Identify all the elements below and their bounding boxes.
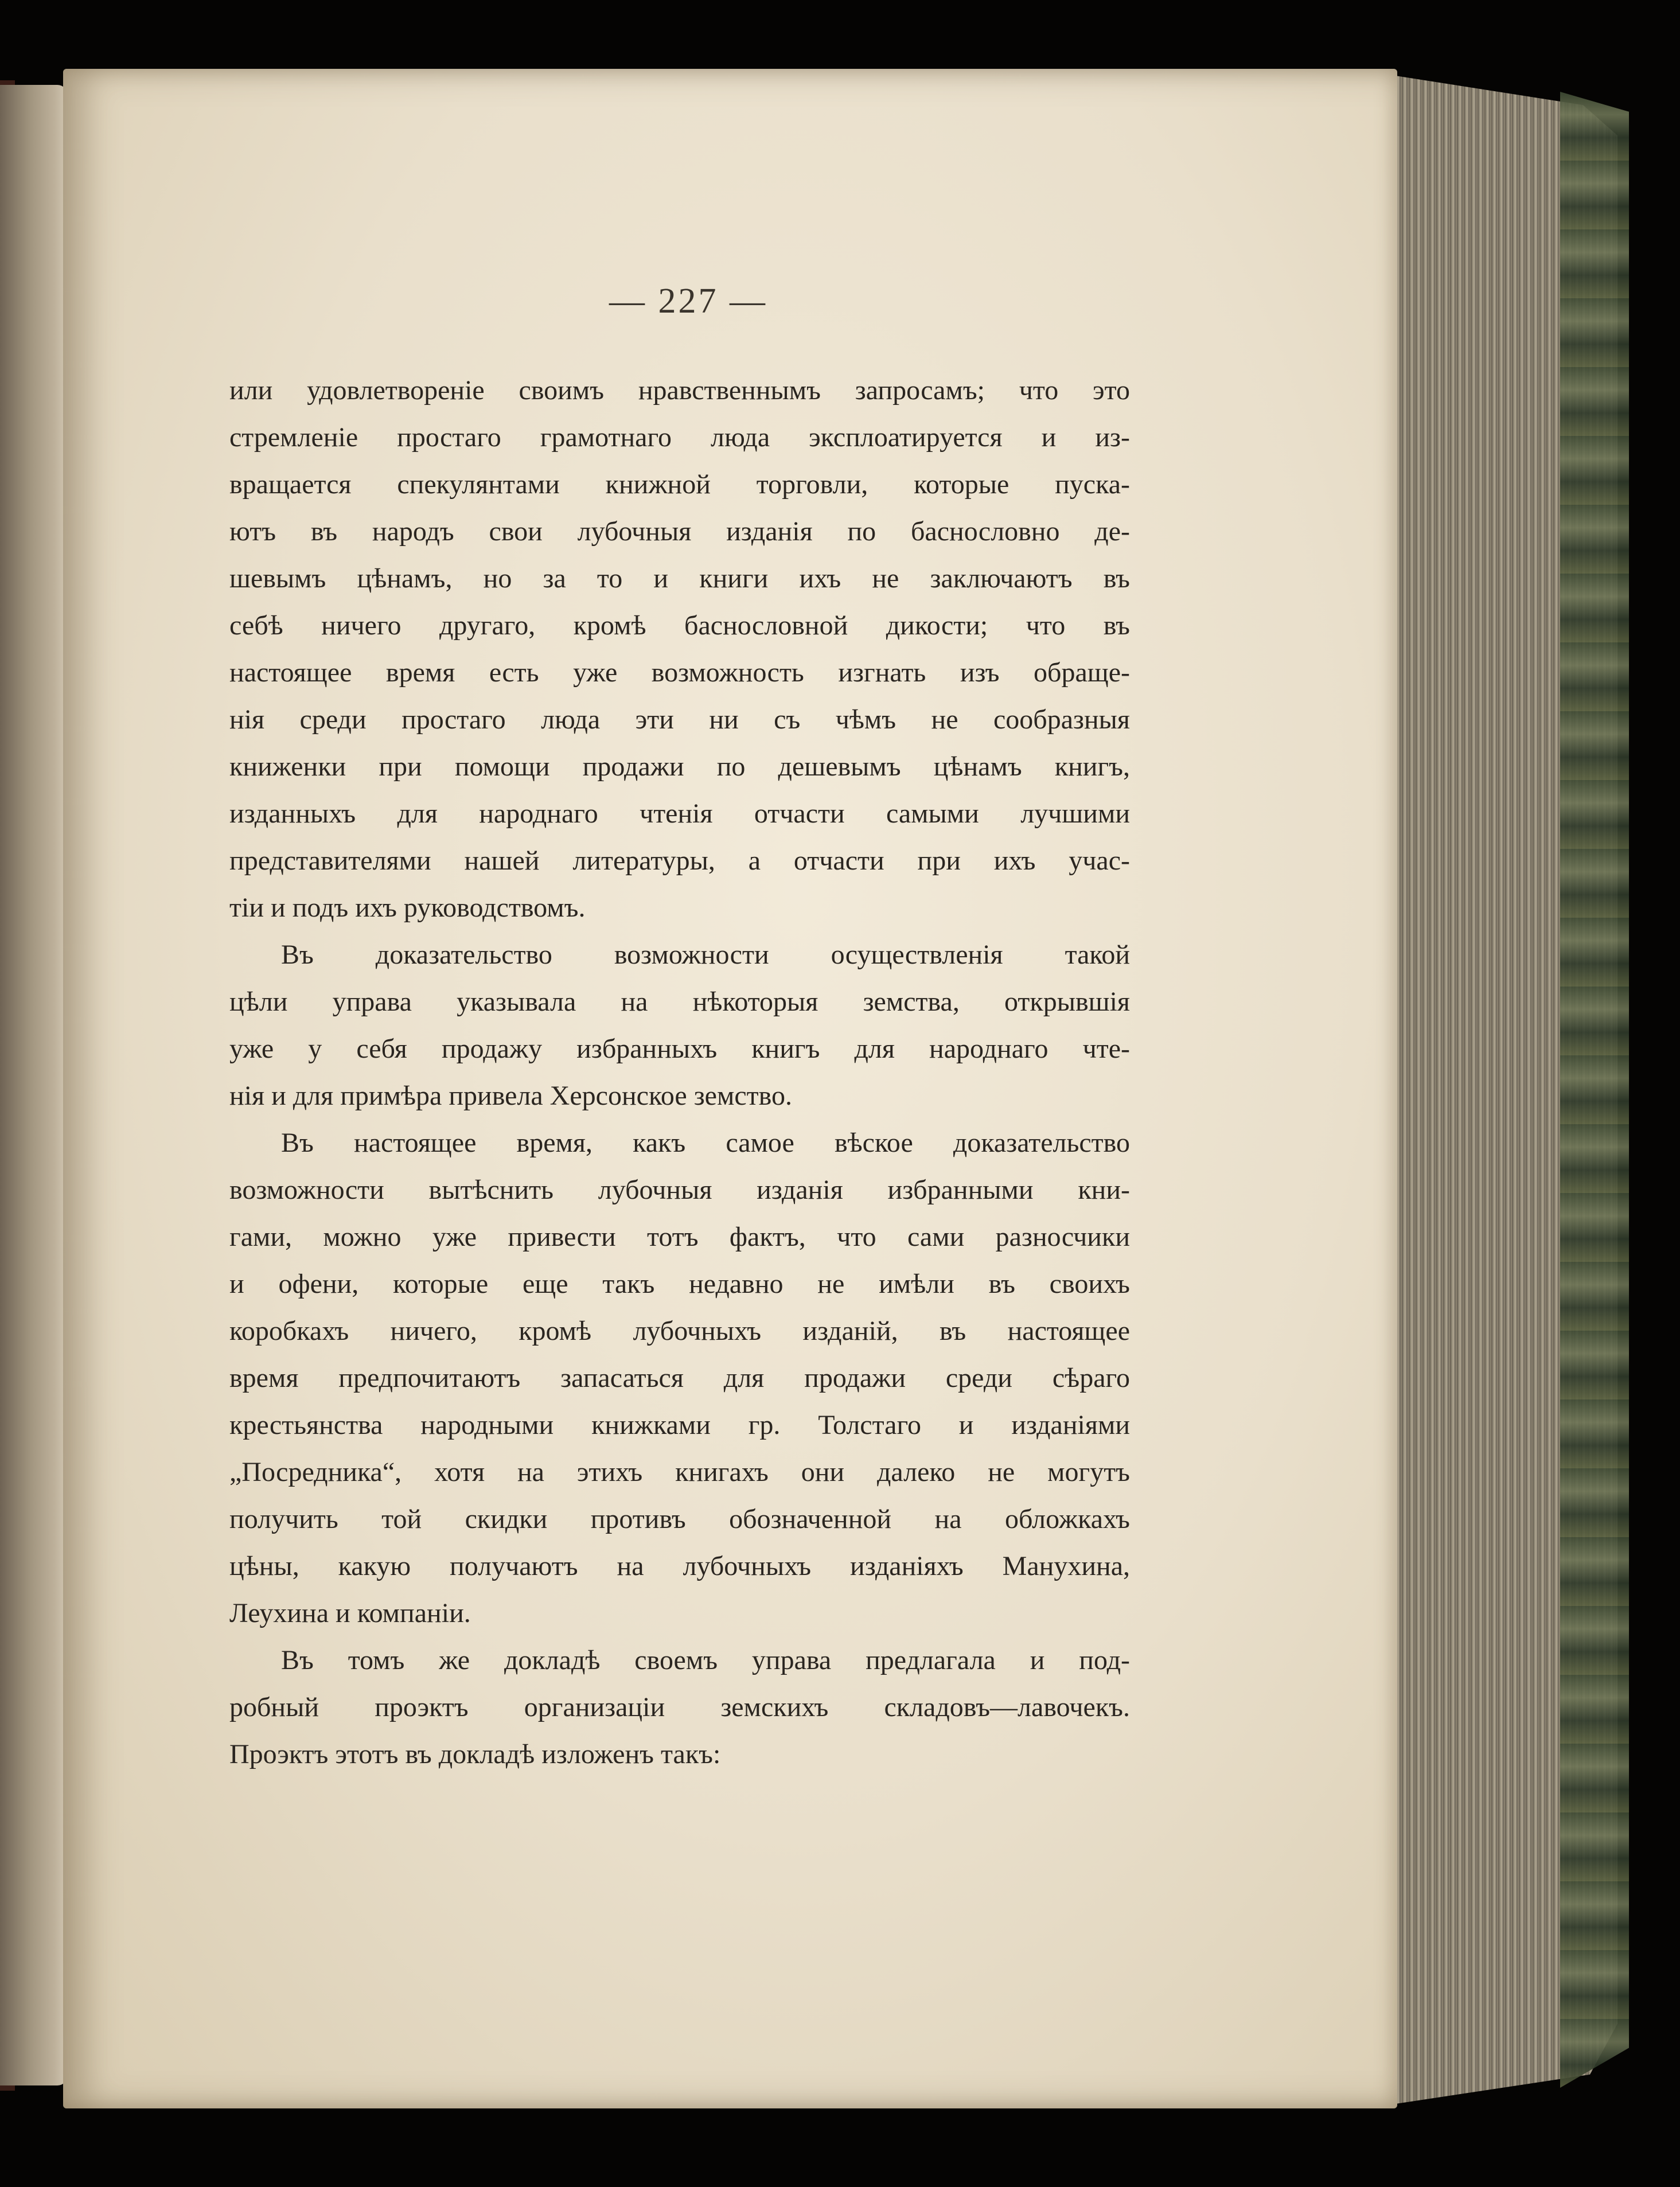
text-line: книженки при помощи продажи по дешевымъ цѣнамъ книгъ, bbox=[229, 751, 1130, 782]
paragraph-first-line: Въ томъ же докладѣ своемъ управа предлагала и под- bbox=[281, 1645, 1130, 1675]
text-line: гами, можно уже привести тотъ фактъ, что сами разносчики bbox=[229, 1222, 1130, 1252]
left-page-edge bbox=[0, 85, 68, 2085]
page-number: — 227 — bbox=[609, 282, 767, 321]
text-line: или удовлетвореніе своимъ нравственнымъ запросамъ; что это bbox=[229, 375, 1130, 406]
text-line: представителями нашей литературы, а отчасти при ихъ учас- bbox=[229, 845, 1130, 876]
text-line: Проэктъ этотъ въ докладѣ изложенъ такъ: bbox=[229, 1739, 721, 1769]
paragraph-first-line: Въ доказательство возможности осуществленія такой bbox=[281, 939, 1130, 970]
right-book-cover bbox=[1560, 92, 1629, 2088]
text-line: время предпочитаютъ запасаться для продажи среди сѣраго bbox=[229, 1363, 1130, 1393]
text-line: себѣ ничего другаго, кромѣ баснословной дикости; что въ bbox=[229, 610, 1130, 641]
text-line: коробкахъ ничего, кромѣ лубочныхъ изданій, въ настоящее bbox=[229, 1316, 1130, 1346]
text-line: шевымъ цѣнамъ, но за то и книги ихъ не заключаютъ въ bbox=[229, 563, 1130, 594]
text-line: робный проэктъ организаціи земскихъ складовъ—лавочекъ. bbox=[229, 1692, 1130, 1722]
text-line: возможности вытѣснить лубочныя изданія избранными кни- bbox=[229, 1175, 1130, 1205]
text-line: ютъ въ народъ свои лубочныя изданія по баснословно де- bbox=[229, 516, 1130, 547]
text-line: получить той скидки противъ обозначенной на обложкахъ bbox=[229, 1504, 1130, 1534]
text-line: настоящее время есть уже возможность изгнать изъ обраще- bbox=[229, 657, 1130, 688]
text-line: уже у себя продажу избранныхъ книгъ для народнаго чте- bbox=[229, 1034, 1130, 1064]
text-line: крестьянства народными книжками гр. Толстаго и изданіями bbox=[229, 1410, 1130, 1440]
text-line: изданныхъ для народнаго чтенія отчасти самыми лучшими bbox=[229, 798, 1130, 829]
text-line: Леухина и компаніи. bbox=[229, 1598, 471, 1628]
text-line: нія и для примѣра привела Херсонское земство. bbox=[229, 1081, 792, 1111]
text-line: нія среди простаго люда эти ни съ чѣмъ не сообразныя bbox=[229, 704, 1130, 735]
text-line: и офени, которые еще такъ недавно не имѣли въ своихъ bbox=[229, 1269, 1130, 1299]
text-line: цѣны, какую получаютъ на лубочныхъ изданіяхъ Манухина, bbox=[229, 1551, 1130, 1581]
page-text bbox=[229, 367, 1130, 1778]
text-line: вращается спекулянтами книжной торговли, которые пуска- bbox=[229, 469, 1130, 500]
text-line: тіи и подъ ихъ руководствомъ. bbox=[229, 892, 586, 923]
text-line: цѣли управа указывала на нѣкоторыя земства, открывшія bbox=[229, 987, 1130, 1017]
text-line: „Посредника“, хотя на этихъ книгахъ они далеко не могутъ bbox=[229, 1457, 1130, 1487]
paragraph-first-line: Въ настоящее время, какъ самое вѣское доказательство bbox=[281, 1128, 1130, 1158]
text-line: стремленіе простаго грамотнаго люда эксплоатируется и из- bbox=[229, 422, 1130, 453]
